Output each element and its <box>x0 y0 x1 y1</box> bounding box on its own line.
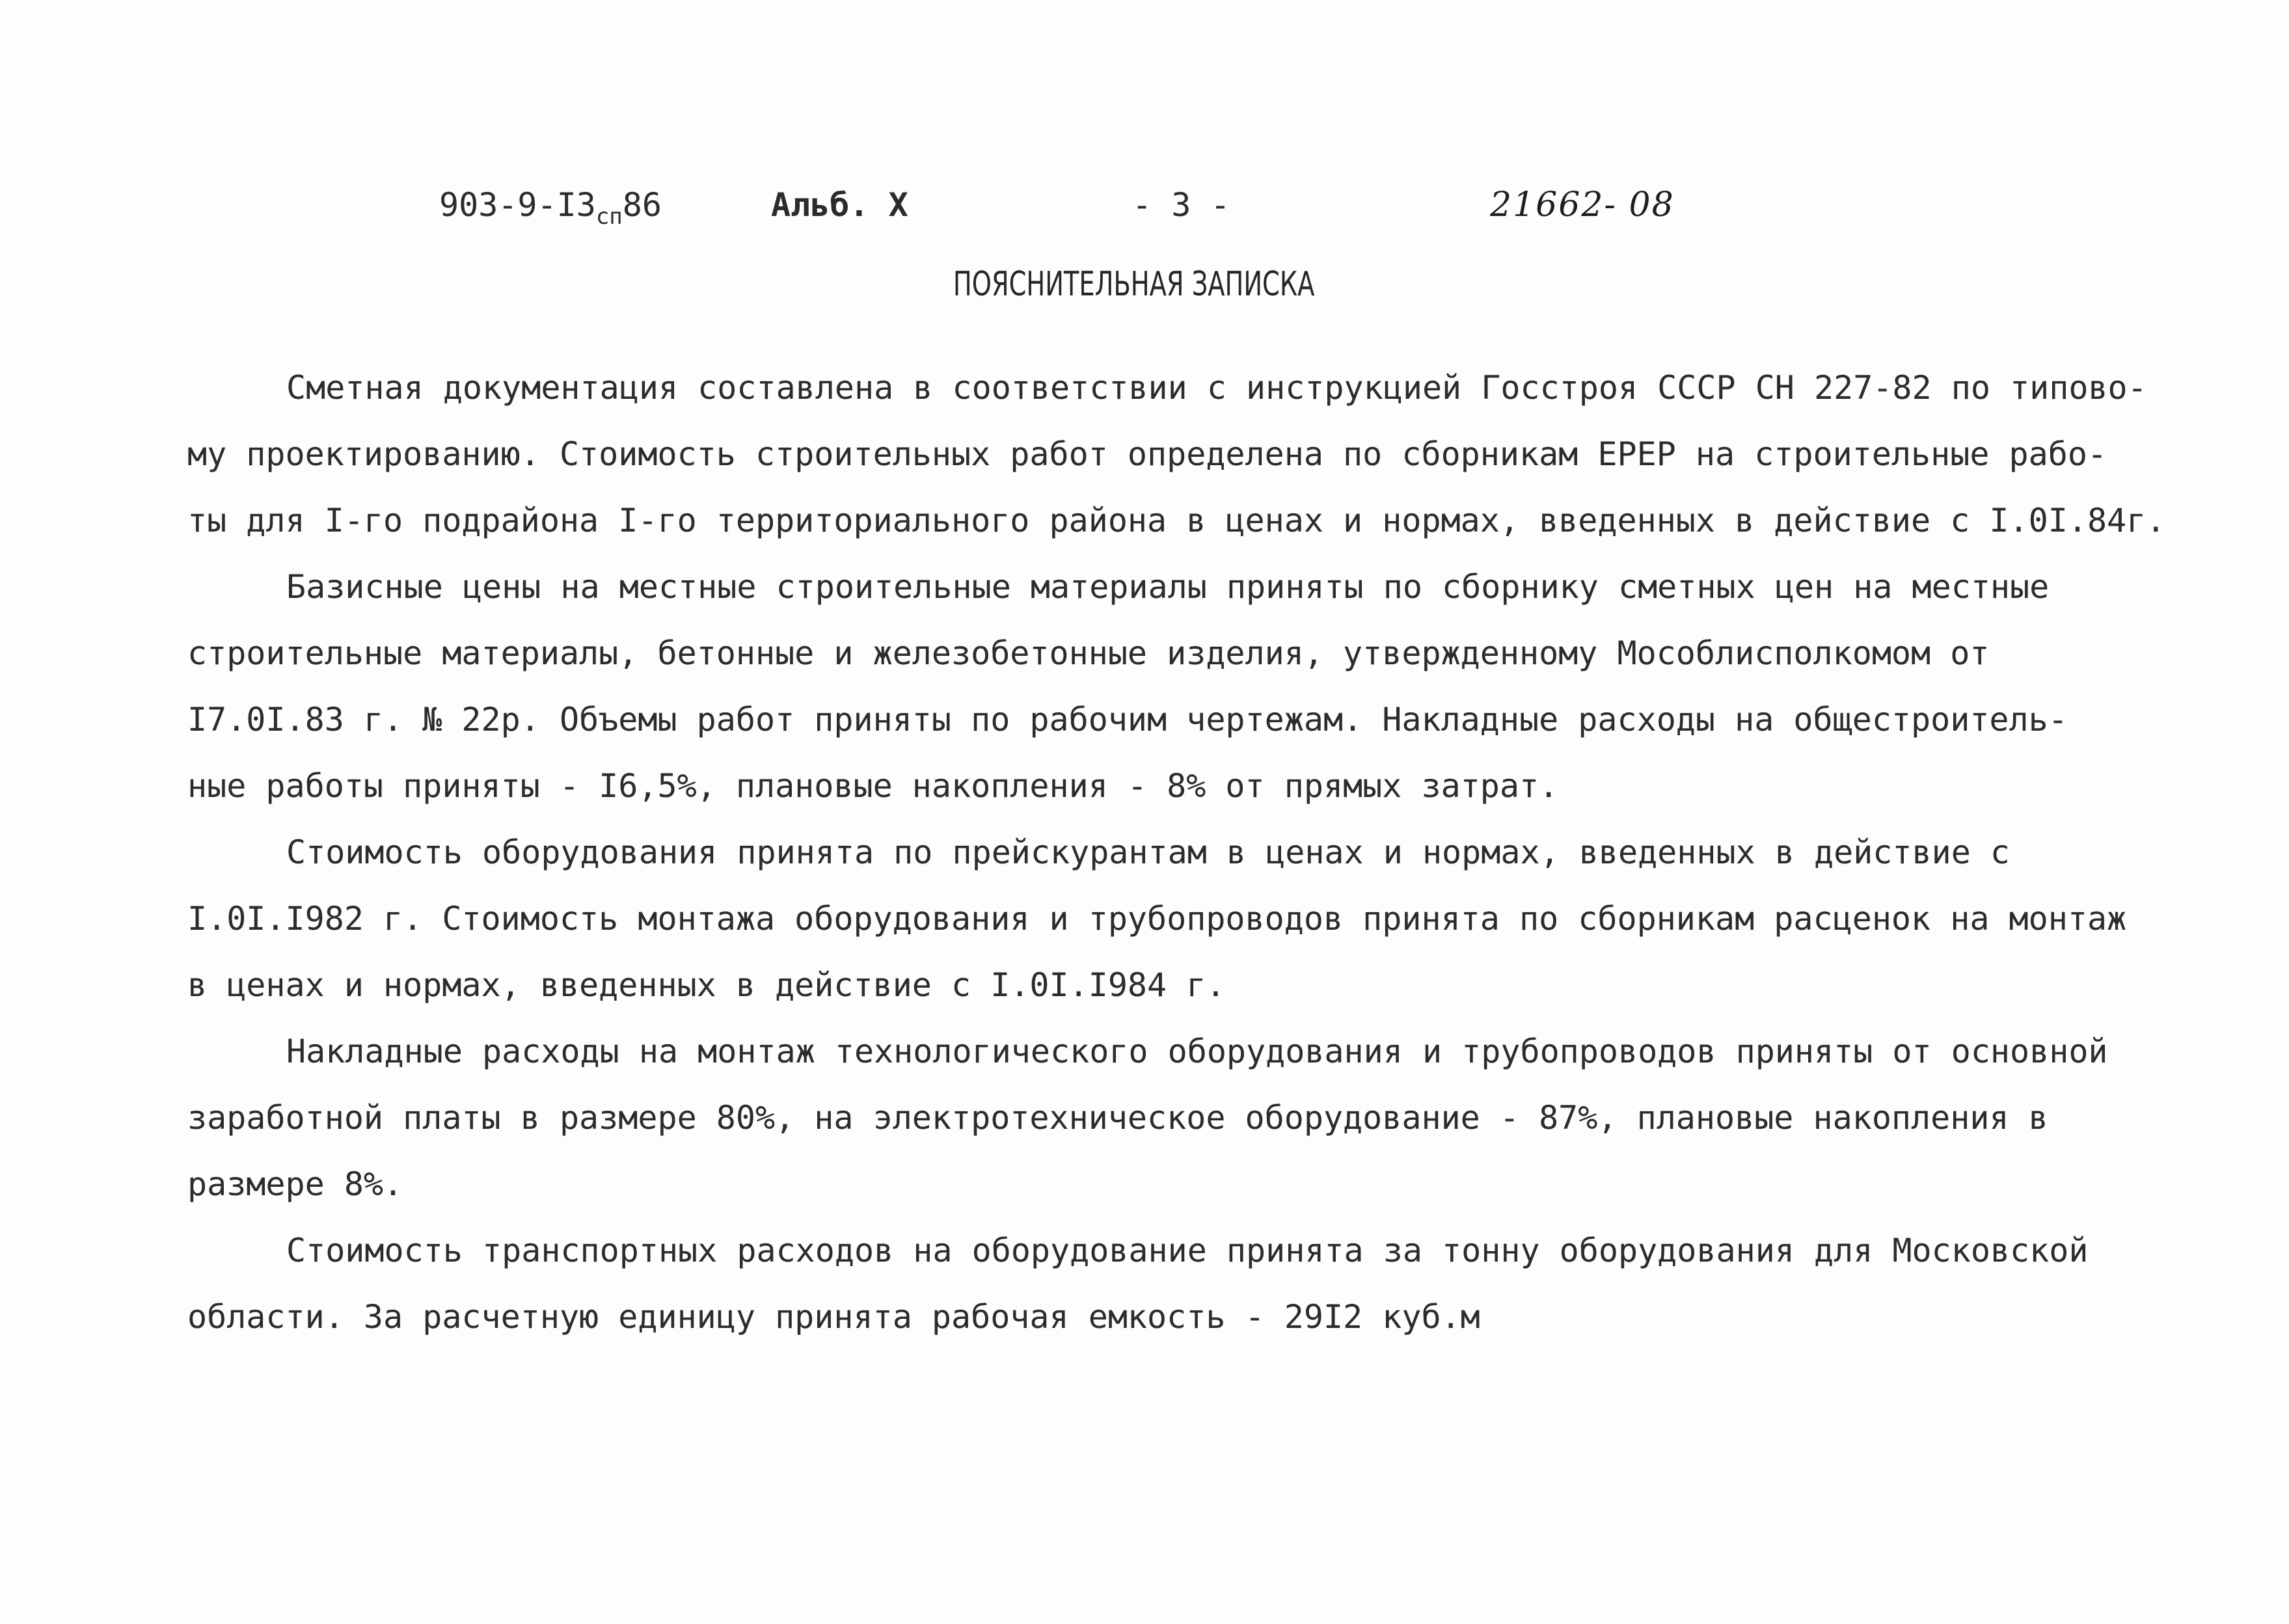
document-code <box>439 176 662 234</box>
text-line-content: ты для I-го подрайона I-го территориального района в ценах и нормах, введенных в действие с I.0I.84г. <box>187 502 2166 539</box>
text-line <box>0 620 2289 686</box>
text-line <box>0 753 2289 819</box>
text-line <box>0 421 2289 487</box>
text-line <box>0 819 2289 886</box>
text-line <box>0 1085 2289 1151</box>
text-line <box>0 1217 2289 1284</box>
text-line <box>0 686 2289 753</box>
text-line <box>0 554 2289 620</box>
text-line <box>0 355 2289 421</box>
text-line <box>0 952 2289 1018</box>
page-number: - 3 - <box>1132 186 1230 224</box>
text-line-content: строительные материалы, бетонные и железобетонные изделия, утвержденному Мособлисполкомом от <box>187 634 1990 672</box>
text-line-content: ные работы приняты - I6,5%, плановые накопления - 8% от прямых затрат. <box>187 767 1559 805</box>
text-line-content: I.0I.I982 г. Стоимость монтажа оборудования и трубопроводов принята по сборникам расценок на монтаж <box>187 900 2127 938</box>
text-line <box>0 487 2289 554</box>
text-line <box>0 1284 2289 1350</box>
text-line-content: в ценах и нормах, введенных в действие с I.0I.I984 г. <box>187 966 1226 1004</box>
text-line-content: Базисные цены на местные строительные материалы приняты по сборнику сметных цен на местные <box>286 568 2050 606</box>
text-line-content: Сметная документация составлена в соответствии с инструкцией Госстроя СССР СН 227-82 по типово- <box>286 369 2147 407</box>
text-line-content: Стоимость транспортных расходов на оборудование принята за тонну оборудования для Московской <box>286 1232 2089 1269</box>
text-line-content: области. За расчетную единицу принята рабочая емкость - 29I2 куб.м <box>187 1298 1480 1336</box>
text-line-content: заработной платы в размере 80%, на электротехническое оборудование - 87%, плановые накопления в <box>187 1099 2048 1137</box>
document-code-year: 86 <box>622 186 662 224</box>
text-line-content: I7.0I.83 г. № 22р. Объемы работ приняты по рабочим чертежам. Накладные расходы на общестроитель- <box>187 701 2068 738</box>
document-code-subscript: сп <box>595 204 623 230</box>
text-line-content: размере 8%. <box>187 1165 403 1203</box>
text-line-content: Стоимость оборудования принята по прейскурантам в ценах и нормах, введенных в действие с <box>286 833 2011 871</box>
page-header <box>0 176 2289 234</box>
document-title: ПОЯСНИТЕЛЬНАЯ ЗАПИСКА <box>953 265 1315 304</box>
text-line <box>0 886 2289 952</box>
text-line-content: Накладные расходы на монтаж технологического оборудования и трубопроводов приняты от основной <box>286 1033 2108 1070</box>
text-line-content: му проектированию. Стоимость строительных работ определена по сборникам ЕРЕР на строительные рабо- <box>187 435 2107 473</box>
text-line <box>0 1018 2289 1085</box>
text-line <box>0 1151 2289 1217</box>
inventory-number-handwritten: 21662- 08 <box>1490 185 1675 224</box>
album-number: Альб. X <box>771 186 908 224</box>
document-code-main: 903-9-I3 <box>439 186 596 224</box>
